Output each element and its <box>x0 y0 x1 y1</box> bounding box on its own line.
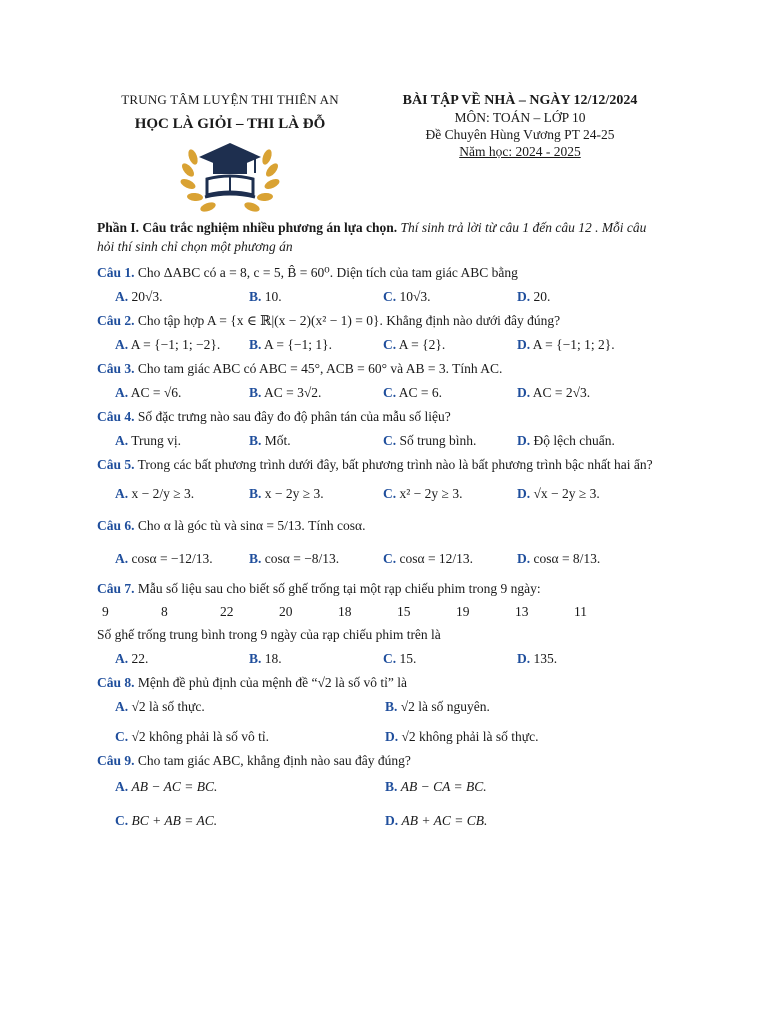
option-c[interactable]: C. BC + AB = AC. <box>115 813 218 828</box>
question-label: Câu 9. <box>97 753 135 768</box>
option-b[interactable]: B. AB − CA = BC. <box>385 779 487 794</box>
option-c[interactable]: C. x² − 2y ≥ 3. <box>383 486 463 501</box>
question-label: Câu 3. <box>97 361 135 376</box>
subject-line: MÔN: TOÁN – LỚP 10 <box>454 110 586 125</box>
answer-options-row-2 <box>115 722 657 752</box>
option-c[interactable]: C. A = {2}. <box>383 337 446 352</box>
option-a[interactable]: A. cosα = −12/13. <box>115 551 213 566</box>
answer-options <box>115 282 657 312</box>
data-value: 18 <box>338 604 352 619</box>
option-a[interactable]: A. AB − AC = BC. <box>115 779 218 794</box>
question-stem <box>97 264 657 282</box>
option-d[interactable]: D. cosα = 8/13. <box>517 551 601 566</box>
option-a[interactable]: A. x − 2/y ≥ 3. <box>115 486 195 501</box>
data-values-row <box>102 598 657 626</box>
option-c[interactable]: C. AC = 6. <box>383 385 443 400</box>
question-1 <box>97 264 657 312</box>
option-c[interactable]: C. cosα = 12/13. <box>383 551 474 566</box>
data-value: 9 <box>102 604 109 619</box>
question-6 <box>97 514 657 580</box>
answer-options-row-2 <box>115 804 657 838</box>
part-instructions: Thí sinh trả lời từ câu 1 đến câu 12 . Mỗi câu hỏi thí sinh chỉ chọn một phương án <box>97 220 647 254</box>
answer-options-row-1 <box>115 770 657 804</box>
question-3 <box>97 360 657 408</box>
part-intro <box>97 218 657 256</box>
question-subtext: Số ghế trống trung bình trong 9 ngày của rạp chiếu phim trên là <box>97 627 441 642</box>
option-b[interactable]: B. A = {−1; 1}. <box>249 337 332 352</box>
option-a[interactable]: A. √2 là số thực. <box>115 699 205 714</box>
answer-options <box>115 474 657 514</box>
graduation-laurel-logo <box>175 137 285 217</box>
part-title: Phần I. Câu trắc nghiệm nhiều phương án lựa chọn. <box>97 220 398 235</box>
data-value: 13 <box>515 604 529 619</box>
question-4 <box>97 408 657 456</box>
exam-header <box>385 92 655 160</box>
question-label: Câu 5. <box>97 457 135 472</box>
questions-body <box>97 218 657 838</box>
option-b[interactable]: B. x − 2y ≥ 3. <box>249 486 324 501</box>
option-a[interactable]: A. 22. <box>115 651 149 666</box>
question-stem <box>97 752 657 770</box>
option-d[interactable]: D. AC = 2√3. <box>517 385 591 400</box>
data-value: 15 <box>397 604 411 619</box>
option-a[interactable]: A. A = {−1; 1; −2}. <box>115 337 221 352</box>
question-label: Câu 6. <box>97 518 135 533</box>
answer-options <box>115 538 657 580</box>
data-value: 20 <box>279 604 293 619</box>
option-d[interactable]: D. 135. <box>517 651 558 666</box>
question-text: Cho α là góc tù và sinα = 5/13. Tính cosα. <box>137 518 366 533</box>
option-d[interactable]: D. AB + AC = CB. <box>385 813 488 828</box>
option-a[interactable]: A. AC = √6. <box>115 385 182 400</box>
option-d[interactable]: D. Độ lệch chuẩn. <box>517 433 615 448</box>
option-a[interactable]: A. 20√3. <box>115 289 163 304</box>
answer-options-row-1 <box>115 692 657 722</box>
question-8 <box>97 674 657 752</box>
option-b[interactable]: B. 10. <box>249 289 282 304</box>
option-b[interactable]: B. AC = 3√2. <box>249 385 322 400</box>
question-stem <box>97 312 657 330</box>
question-stem <box>97 360 657 378</box>
question-stem <box>97 408 657 426</box>
option-d[interactable]: D. √x − 2y ≥ 3. <box>517 486 600 501</box>
question-text: Cho tam giác ABC, khẳng định nào sau đây đúng? <box>137 753 411 768</box>
question-text: Mẫu số liệu sau cho biết số ghế trống tại một rạp chiếu phim trong 9 ngày: <box>137 581 541 596</box>
answer-options <box>115 426 657 456</box>
question-stem <box>97 674 657 692</box>
question-stem <box>97 456 657 474</box>
data-value: 8 <box>161 604 168 619</box>
question-text: Cho tập hợp A = {x ∈ ℝ|(x − 2)(x² − 1) = 0}. Khẳng định nào dưới đây đúng? <box>137 313 561 328</box>
data-value: 22 <box>220 604 234 619</box>
question-label: Câu 2. <box>97 313 135 328</box>
answer-options <box>115 330 657 360</box>
school-year: Năm học: 2024 - 2025 <box>459 144 581 159</box>
assignment-title: BÀI TẬP VỀ NHÀ – NGÀY 12/12/2024 <box>402 93 638 108</box>
answer-options <box>115 644 657 674</box>
question-9 <box>97 752 657 838</box>
question-stem <box>97 514 657 538</box>
option-c[interactable]: C. √2 không phải là số vô tỉ. <box>115 729 270 744</box>
question-7 <box>97 580 657 674</box>
data-value: 11 <box>574 604 587 619</box>
question-label: Câu 7. <box>97 581 135 596</box>
option-d[interactable]: D. 20. <box>517 289 551 304</box>
center-name: TRUNG TÂM LUYỆN THI THIÊN AN <box>121 92 339 107</box>
option-c[interactable]: C. 10√3. <box>383 289 431 304</box>
question-text: Mệnh đề phủ định của mệnh đề “√2 là số vô tỉ” là <box>137 675 407 690</box>
option-b[interactable]: B. √2 là số nguyên. <box>385 699 490 714</box>
question-label: Câu 4. <box>97 409 135 424</box>
question-stem <box>97 580 657 598</box>
data-value: 19 <box>456 604 470 619</box>
question-text: Cho tam giác ABC có ABC = 45°, ACB = 60° và AB = 3. Tính AC. <box>137 361 503 376</box>
question-5 <box>97 456 657 514</box>
option-c[interactable]: C. Số trung bình. <box>383 433 477 448</box>
question-label: Câu 8. <box>97 675 135 690</box>
slogan: HỌC LÀ GIỎI – THI LÀ ĐỖ <box>134 116 326 132</box>
question-text: Trong các bất phương trình dưới đây, bất phương trình nào là bất phương trình bậc nhất hai ẩn? <box>137 457 653 472</box>
option-c[interactable]: C. 15. <box>383 651 417 666</box>
exam-name: Đề Chuyên Hùng Vương PT 24-25 <box>425 127 615 142</box>
option-b[interactable]: B. 18. <box>249 651 282 666</box>
answer-options <box>115 378 657 408</box>
question-label: Câu 1. <box>97 265 135 280</box>
center-header <box>100 92 360 217</box>
question-text: Số đặc trưng nào sau đây đo độ phân tán của mẫu số liệu? <box>137 409 451 424</box>
question-2 <box>97 312 657 360</box>
option-d[interactable]: D. A = {−1; 1; 2}. <box>517 337 615 352</box>
option-a[interactable]: A. Trung vị. <box>115 433 182 448</box>
question-text: Cho ΔABC có a = 8, c = 5, B̂ = 60⁰. Diện tích của tam giác ABC bằng <box>137 265 518 280</box>
option-b[interactable]: B. cosα = −8/13. <box>249 551 340 566</box>
option-d[interactable]: D. √2 không phải là số thực. <box>385 729 539 744</box>
option-b[interactable]: B. Mốt. <box>249 433 291 448</box>
